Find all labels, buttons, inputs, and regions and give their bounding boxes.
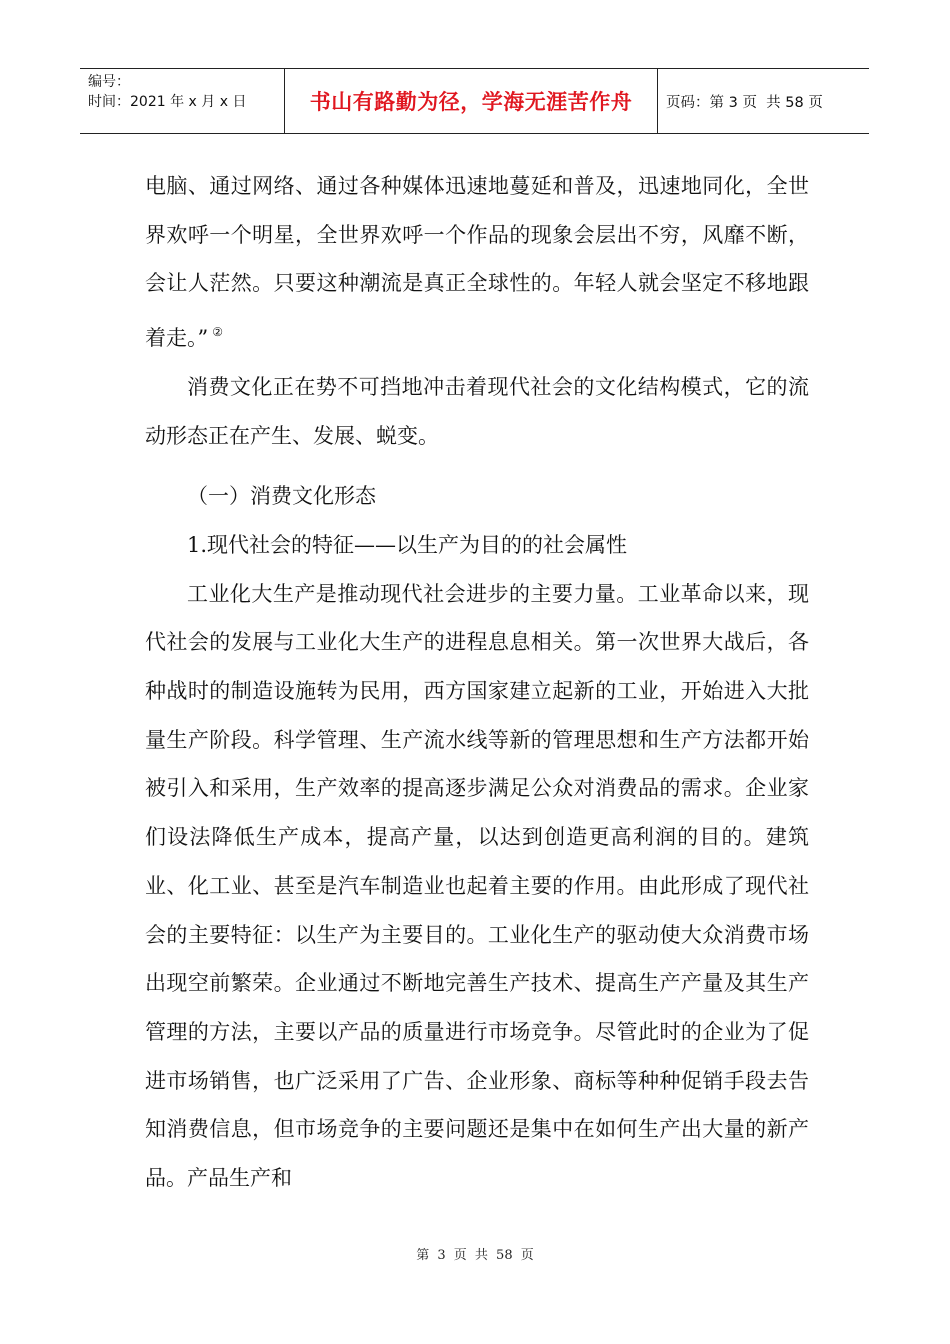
paragraph-text: 电脑、通过网络、通过各种媒体迅速地蔓延和普及，迅速地同化，全世界欢呼一个明星，全世界欢呼一个作品的现象会层出不穷，风靡不断，会让人茫然。只要这种潮流是真正全球性的。年轻人就会坚定不移地跟着走。” — [145, 174, 809, 351]
footnote-marker: ② — [212, 325, 224, 340]
header-meta — [88, 72, 278, 112]
document-date: 时间：2021 年 x 月 x 日 — [88, 94, 247, 110]
paragraph-industrial-production: 工业化大生产是推动现代社会进步的主要力量。工业革命以来，现代社会的发展与工业化大生产的进程息息相关。第一次世界大战后，各种战时的制造设施转为民用，西方国家建立起新的工业，开始进入大批量生产阶段。科学管理、生产流水线等新的管理思想和生产方法都开始被引入和采用，生产效率的提高逐步满足公众对消费品的需求。企业家们设法降低生产成本，提高产量，以达到创造更高利润的目的。建筑业、化工业、甚至是汽车制造业也起着主要的作用。由此形成了现代社会的主要特征：以生产为主要目的。工业化生产的驱动使大众消费市场出现空前繁荣。企业通过不断地完善生产技术、提高生产产量及其生产管理的方法，主要以产品的质量进行市场竞争。尽管此时的企业为了促进市场销售，也广泛采用了广告、企业形象、商标等种种促销手段去告知消费信息，但市场竞争的主要问题还是集中在如何生产出大量的新产品。产品生产和 — [145, 581, 809, 1191]
subsection-heading: 1.现代社会的特征——以生产为目的的社会属性 — [187, 532, 628, 557]
section-heading: （一）消费文化形态 — [187, 484, 376, 509]
header-motto: 书山有路勤为径，学海无涯苦作舟 — [309, 90, 633, 114]
header-divider-right — [657, 69, 658, 133]
document-number-label: 编号： — [88, 74, 130, 90]
paragraph-quote-continuation — [145, 162, 809, 363]
page-footer: 第 3 页 共 58 页 — [416, 1248, 534, 1263]
page-header — [80, 68, 869, 134]
paragraph-consumer-culture: 消费文化正在势不可挡地冲击着现代社会的文化结构模式，它的流动形态正在产生、发展、蜕变。 — [145, 374, 809, 448]
header-page-info: 页码：第 3 页 共 58 页 — [666, 94, 823, 111]
document-body — [145, 162, 809, 1203]
